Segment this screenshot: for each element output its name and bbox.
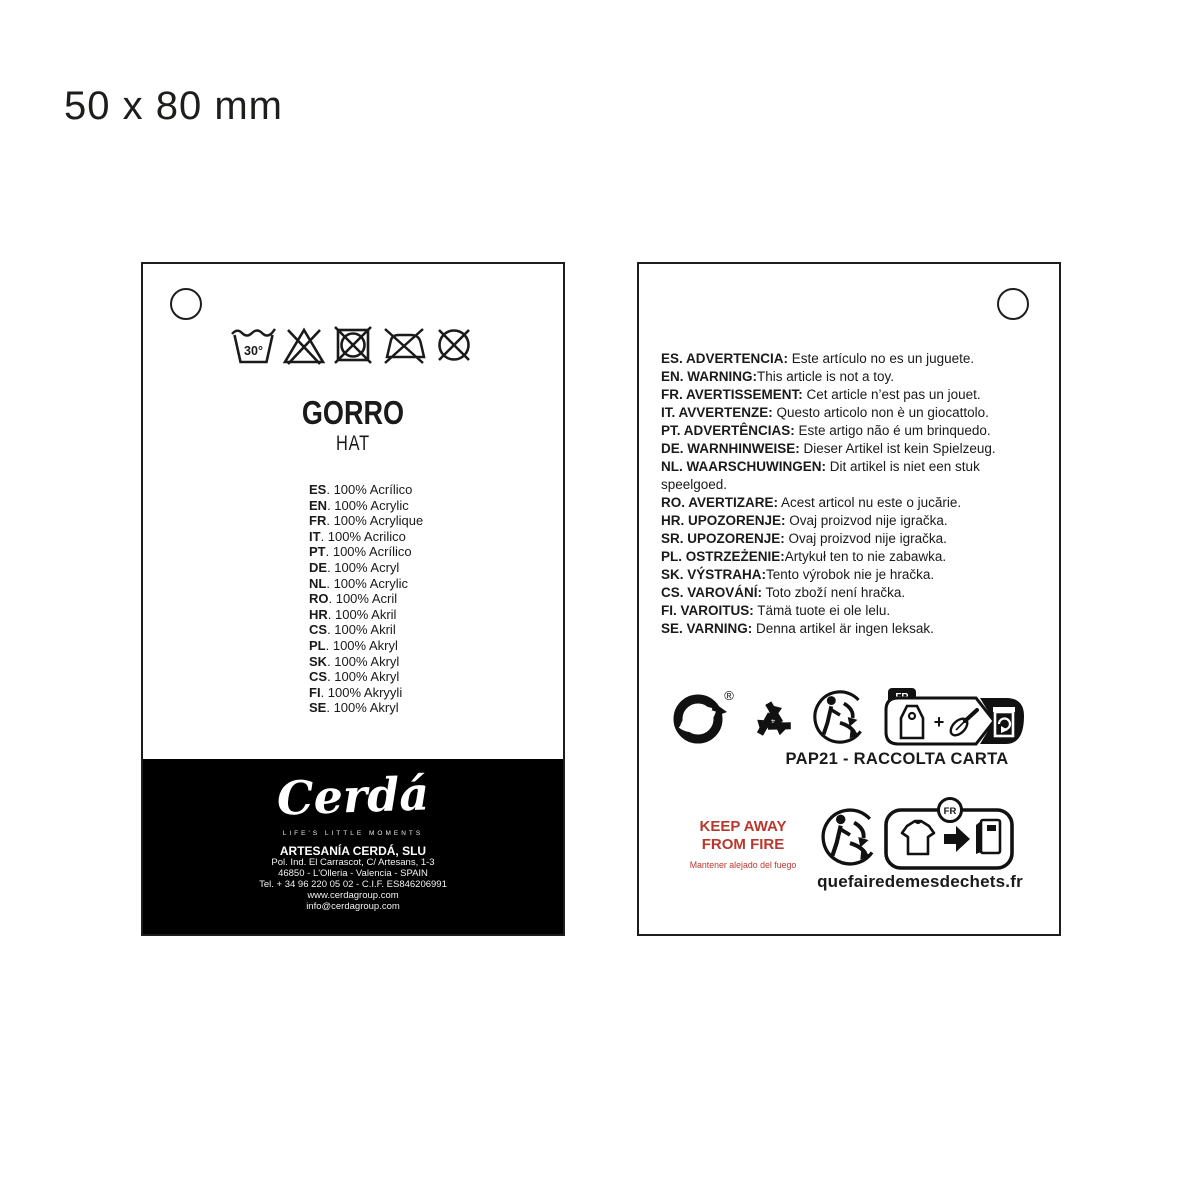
fr-badge: FR bbox=[943, 806, 957, 817]
triman-icon bbox=[819, 806, 881, 868]
product-subtitle: HAT bbox=[336, 432, 370, 455]
warnings-list bbox=[661, 350, 1045, 638]
composition-line: DE. 100% Acryl bbox=[309, 559, 400, 575]
warning-line: EN. WARNING:This article is not a toy. bbox=[661, 369, 895, 384]
composition-line: CS. 100% Akryl bbox=[309, 669, 400, 685]
address-line: info@cerdagroup.com bbox=[306, 900, 400, 912]
warning-line: IT. AVVERTENZE: Questo articolo non è un giocattolo. bbox=[661, 405, 989, 420]
warning-line: RO. AVERTIZARE: Acest articol nu este o jucărie. bbox=[661, 495, 962, 510]
care-symbols-row bbox=[143, 324, 563, 366]
brand-footer bbox=[143, 759, 563, 934]
company-name: ARTESANÍA CERDÁ, SLU bbox=[279, 844, 427, 858]
composition-line: RO. 100% Acril bbox=[309, 591, 398, 607]
address-line: Tel. + 34 96 220 05 02 - C.I.F. ES846206991 bbox=[259, 878, 447, 890]
fr-clothing-pictogram bbox=[882, 796, 1016, 874]
punch-hole bbox=[997, 288, 1029, 320]
recycle-mobius-icon bbox=[746, 690, 800, 744]
composition-list bbox=[309, 482, 423, 716]
address-line: 46850 - L'Olleria - Valencia - SPAIN bbox=[278, 867, 428, 879]
page-size-label: 50 x 80 mm bbox=[64, 84, 283, 128]
warning-line: ES. ADVERTENCIA: Este artículo no es un juguete. bbox=[661, 351, 975, 366]
punch-hole bbox=[170, 288, 202, 320]
composition-line: HR. 100% Akril bbox=[309, 606, 397, 622]
warning-line: PT. ADVERTÊNCIAS: Este artigo não é um brinquedo. bbox=[661, 423, 991, 438]
fire-warning-subline: Mantener alejado del fuego bbox=[689, 860, 797, 870]
back-tag bbox=[637, 262, 1061, 936]
composition-line: IT. 100% Acrilico bbox=[309, 528, 406, 544]
fire-warning bbox=[687, 818, 799, 870]
composition-line: ES. 100% Acrílico bbox=[309, 482, 413, 497]
warning-line: SK. VÝSTRAHA:Tento výrobok nie je hračka. bbox=[661, 567, 935, 582]
warning-line: SR. UPOZORENJE: Ovaj proizvod nije igračka. bbox=[661, 531, 947, 546]
do-not-dry-clean-icon bbox=[432, 324, 476, 366]
do-not-tumble-dry-icon bbox=[331, 324, 375, 366]
composition-line: SK. 100% Akryl bbox=[309, 653, 400, 669]
warning-line: PL. OSTRZEŻENIE:Artykuł ten to nie zabawka. bbox=[661, 549, 947, 564]
warning-line: FI. VAROITUS: Tämä tuote ei ole lelu. bbox=[661, 603, 891, 618]
recycling-caption: PAP21 - RACCOLTA CARTA bbox=[785, 750, 1009, 768]
registered-mark: ® bbox=[723, 688, 734, 703]
address-line: www.cerdagroup.com bbox=[307, 889, 399, 901]
product-name: GORRO bbox=[301, 394, 405, 431]
fr-sorting-pictogram bbox=[880, 686, 1028, 748]
brand-tagline: LIFE'S LITTLE MOMENTS bbox=[282, 830, 424, 837]
warning-line: NL. WAARSCHUWINGEN: Dit artikel is niet een stuk speelgoed. bbox=[661, 459, 980, 492]
fire-warning-line: KEEP AWAY bbox=[699, 818, 787, 835]
warning-line: SE. VARNING: Denna artikel är ingen leksak. bbox=[661, 621, 934, 636]
address-line: Pol. Ind. El Carrascot, C/ Artesans, 1-3 bbox=[271, 857, 435, 868]
triman-icon bbox=[811, 688, 869, 746]
composition-line: FR. 100% Acrylique bbox=[309, 513, 424, 529]
brand-logo: Cerdá bbox=[276, 766, 430, 826]
composition-line: PL. 100% Akryl bbox=[309, 637, 398, 653]
warning-line: DE. WARNHINWEISE: Dieser Artikel ist kein Spielzeug. bbox=[661, 441, 996, 456]
composition-line: PT. 100% Acrílico bbox=[309, 544, 412, 560]
warning-line: FR. AVERTISSEMENT: Cet article n’est pas un jouet. bbox=[661, 387, 981, 402]
composition-line: NL. 100% Acrylic bbox=[309, 575, 408, 591]
wash-30-icon bbox=[230, 325, 277, 365]
company-address bbox=[143, 858, 563, 913]
composition-line: CS. 100% Akril bbox=[309, 622, 396, 638]
composition-line: FI. 100% Akryyli bbox=[309, 684, 403, 700]
do-not-iron-icon bbox=[380, 324, 427, 366]
do-not-bleach-icon bbox=[282, 324, 326, 366]
recycling-symbols-row bbox=[639, 686, 1059, 748]
fire-warning-line: FROM FIRE bbox=[701, 835, 785, 853]
warning-line: CS. VAROVÁNÍ: Toto zboží není hračka. bbox=[661, 585, 906, 600]
front-tag bbox=[141, 262, 565, 936]
svg-text:30°: 30° bbox=[244, 344, 263, 358]
warning-line: HR. UPOZORENJE: Ovaj proizvod nije igračka. bbox=[661, 513, 948, 528]
composition-line: EN. 100% Acrylic bbox=[309, 497, 409, 513]
composition-line: SE. 100% Akryl bbox=[309, 700, 399, 716]
plus-sign: + bbox=[933, 712, 944, 732]
green-dot-icon bbox=[671, 688, 735, 746]
waste-sorting-url: quefairedemesdechets.fr bbox=[817, 872, 1023, 891]
